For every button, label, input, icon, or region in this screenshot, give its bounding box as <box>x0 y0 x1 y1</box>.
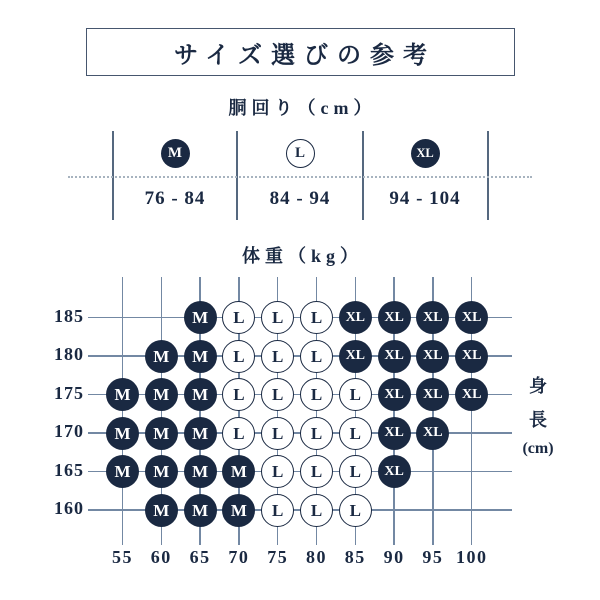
size-cell-170-70: L <box>222 417 255 450</box>
size-cell-175-85: L <box>339 378 372 411</box>
size-cell-185-100: XL <box>455 301 488 334</box>
size-cell-165-55: M <box>106 455 139 488</box>
size-cell-180-90: XL <box>378 340 411 373</box>
size-cell-160-85: L <box>339 494 372 527</box>
size-cell-185-95: XL <box>416 301 449 334</box>
size-cell-170-85: L <box>339 417 372 450</box>
size-cell-165-90: XL <box>378 455 411 488</box>
x-tick-label: 90 <box>383 547 405 567</box>
y-tick-label: 185 <box>54 305 84 326</box>
waist-size-badge-M: M <box>161 139 190 168</box>
x-tick-label: 95 <box>422 547 444 567</box>
size-cell-185-85: XL <box>339 301 372 334</box>
height-axis-title-line: (cm) <box>522 440 554 457</box>
title-box <box>86 28 515 76</box>
x-tick-label: 100 <box>455 547 488 567</box>
x-tick-label: 55 <box>112 547 133 567</box>
size-cell-160-65: M <box>184 494 217 527</box>
waist-size-badge-XL: XL <box>411 139 440 168</box>
size-cell-165-60: M <box>145 455 178 488</box>
size-cell-170-55: M <box>106 417 139 450</box>
size-cell-180-60: M <box>145 340 178 373</box>
size-cell-160-80: L <box>300 494 333 527</box>
size-cell-160-70: M <box>222 494 255 527</box>
page-title: サイズ選びの参考 <box>173 42 437 69</box>
size-cell-180-70: L <box>222 340 255 373</box>
size-cell-170-65: M <box>184 417 217 450</box>
size-cell-170-80: L <box>300 417 333 450</box>
height-axis-title <box>510 372 566 458</box>
size-cell-175-80: L <box>300 378 333 411</box>
size-cell-160-60: M <box>145 494 178 527</box>
size-cell-170-90: XL <box>378 417 411 450</box>
y-tick-label: 160 <box>54 498 84 518</box>
y-tick-label: 175 <box>54 382 84 403</box>
size-cell-170-75: L <box>261 417 294 450</box>
size-cell-165-65: M <box>184 455 217 488</box>
size-cell-180-80: L <box>300 340 333 373</box>
x-tick-label: 75 <box>267 547 289 567</box>
y-tick-label: 165 <box>54 459 84 480</box>
size-cell-175-70: L <box>222 378 255 411</box>
size-cell-180-100: XL <box>455 340 488 373</box>
x-tick-label: 70 <box>228 547 250 567</box>
size-cell-160-75: L <box>261 494 294 527</box>
size-cell-185-70: L <box>222 301 255 334</box>
size-cell-180-95: XL <box>416 340 449 373</box>
x-tick-label: 85 <box>344 547 366 567</box>
size-cell-185-90: XL <box>378 301 411 334</box>
size-cell-180-75: L <box>261 340 294 373</box>
waist-divider-dotted-line <box>68 176 532 178</box>
size-cell-175-100: XL <box>455 378 488 411</box>
waist-range-XL: 94 - 104 <box>389 188 461 209</box>
waist-size-badge-L: L <box>286 139 315 168</box>
size-cell-185-75: L <box>261 301 294 334</box>
size-cell-185-80: L <box>300 301 333 334</box>
size-cell-175-95: XL <box>416 378 449 411</box>
waist-section-heading: 胴回り（cm） <box>228 98 377 118</box>
size-cell-165-80: L <box>300 455 333 488</box>
size-cell-175-65: M <box>184 378 217 411</box>
y-tick-label: 170 <box>54 421 84 441</box>
size-cell-165-85: L <box>339 455 372 488</box>
height-axis-title-line: 長 <box>529 410 547 430</box>
size-cell-165-70: M <box>222 455 255 488</box>
x-tick-label: 60 <box>150 547 172 567</box>
size-cell-180-65: M <box>184 340 217 373</box>
weight-axis-title: 体重（kg） <box>241 246 363 266</box>
size-cell-165-75: L <box>261 455 294 488</box>
size-cell-185-65: M <box>184 301 217 334</box>
size-cell-170-95: XL <box>416 417 449 450</box>
x-tick-label: 65 <box>189 547 211 567</box>
x-tick-label: 80 <box>306 547 327 567</box>
y-tick-label: 180 <box>54 344 84 364</box>
waist-range-M: 76 - 84 <box>144 188 206 209</box>
height-axis-title-line: 身 <box>529 376 547 396</box>
size-cell-180-85: XL <box>339 340 372 373</box>
size-cell-170-60: M <box>145 417 178 450</box>
size-cell-175-75: L <box>261 378 294 411</box>
waist-range-L: 84 - 94 <box>269 188 331 209</box>
size-cell-175-55: M <box>106 378 139 411</box>
size-cell-175-90: XL <box>378 378 411 411</box>
size-cell-175-60: M <box>145 378 178 411</box>
